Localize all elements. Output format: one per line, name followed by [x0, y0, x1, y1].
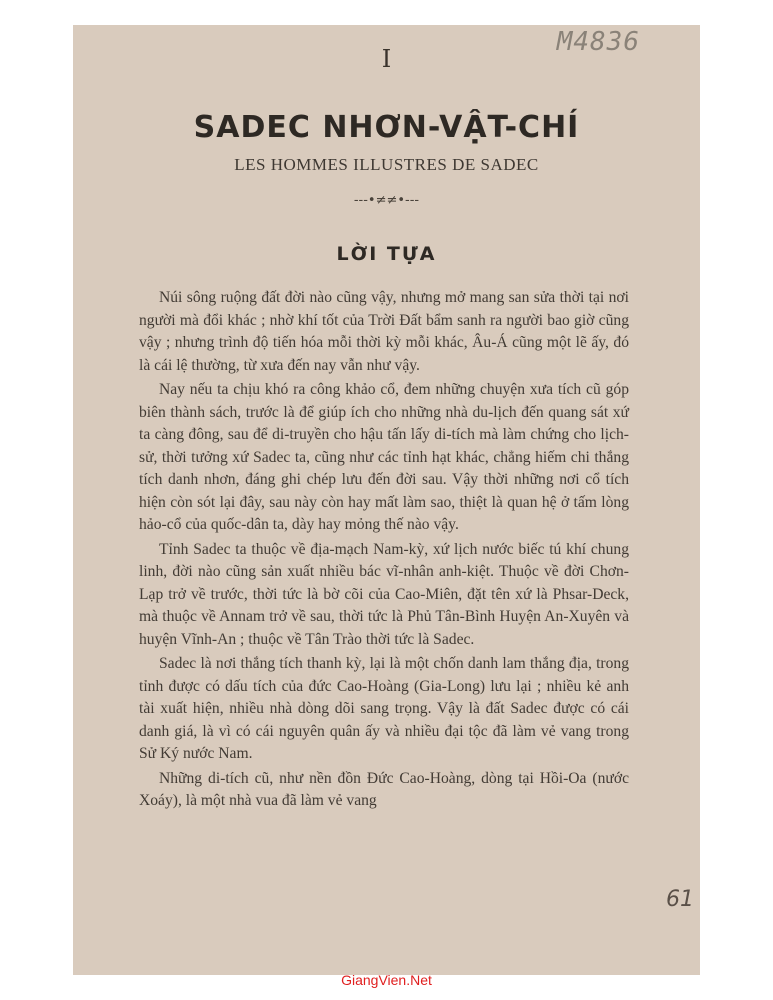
paragraph: Tỉnh Sadec ta thuộc về địa-mạch Nam-kỳ, xứ lịch nước biếc tú khí chung linh, đời nào cũng sản xuất nhiều bác vĩ-nhân anh-kiệt. Thuộc về đời Chơn-Lạp trở về trước, thời tức là bờ cõi của Cao-Miên, đặt tên xứ là Phsar-Deck, mà thuộc về Annam trở về sau, thời tức là Phủ Tân-Bình Huyện An-Xuyên và huyện Vĩnh-An ; thuộc về Tân Trào thời tức là Sadec.: [139, 540, 629, 648]
watermark-link[interactable]: GiangVien.Net: [341, 972, 432, 988]
page-subtitle: LES HOMMES ILLUSTRES DE SADEC: [234, 155, 539, 174]
section-heading: LỜI TỰA: [336, 243, 437, 265]
ornament-divider: ---•≠≠•---: [353, 193, 420, 208]
page-title: SADEC NHƠN-VẬT-CHÍ: [193, 110, 580, 145]
chapter-number: I: [381, 45, 392, 73]
paragraph: Nay nếu ta chịu khó ra công khảo cổ, đem những chuyện xưa tích cũ góp biên thành sách, trước là để giúp ích cho những nhà du-lịch đến quang sát xứ ta càng đông, sau để di-truyền cho hậu tấn lấy di-tích mà làm chứng cho lịch-sử, thời tưởng xứ Sadec ta, cũng như các tỉnh hạt khác, chẳng hiếm chi thắng tích danh nhơn, đáng ghi chép lưu đến đời sau. Vậy thời những nơi cổ tích hiện còn sót lại đây, sau này còn hay mất làm sao, thiệt là quan hệ ở tấm lòng hảo-cổ của quốc-dân ta, dày hay mỏng thế nào vậy.: [139, 381, 629, 533]
library-call-number: M4836: [556, 27, 640, 57]
body-text: [139, 287, 629, 815]
paragraph: Những di-tích cũ, như nền đồn Đức Cao-Hoàng, dòng tại Hồi-Oa (nước Xoáy), là một nhà vua đã làm vẻ vang: [139, 769, 629, 809]
handwritten-page-note: 61: [666, 887, 694, 912]
paragraph: Núi sông ruộng đất đời nào cũng vậy, nhưng mở mang san sửa thời tại nơi người mà đổi khác ; nhờ khí tốt của Trời Đất bẩm sanh ra người bao giờ cũng vậy ; nhưng trình độ tiến hóa mỗi thời kỳ mỗi khác, Âu-Á cũng một lẽ ấy, đó là cái lệ thường, từ xưa đến nay vẫn như vậy.: [139, 289, 629, 374]
scanned-page: [73, 25, 700, 988]
paragraph: Sadec là nơi thắng tích thanh kỳ, lại là một chốn danh lam thắng địa, trong tỉnh được có dấu tích của đức Cao-Hoàng (Gia-Long) lưu lại ; nhiều kẻ anh tài xuất hiện, nhiều nhà dòng dõi sang trọng. Vậy là đất Sadec được có cái danh giá, là vì có cái nguyên quân ấy và nhiều đại tộc đã làm vẻ vang trong Sử Ký nước Nam.: [139, 655, 629, 762]
